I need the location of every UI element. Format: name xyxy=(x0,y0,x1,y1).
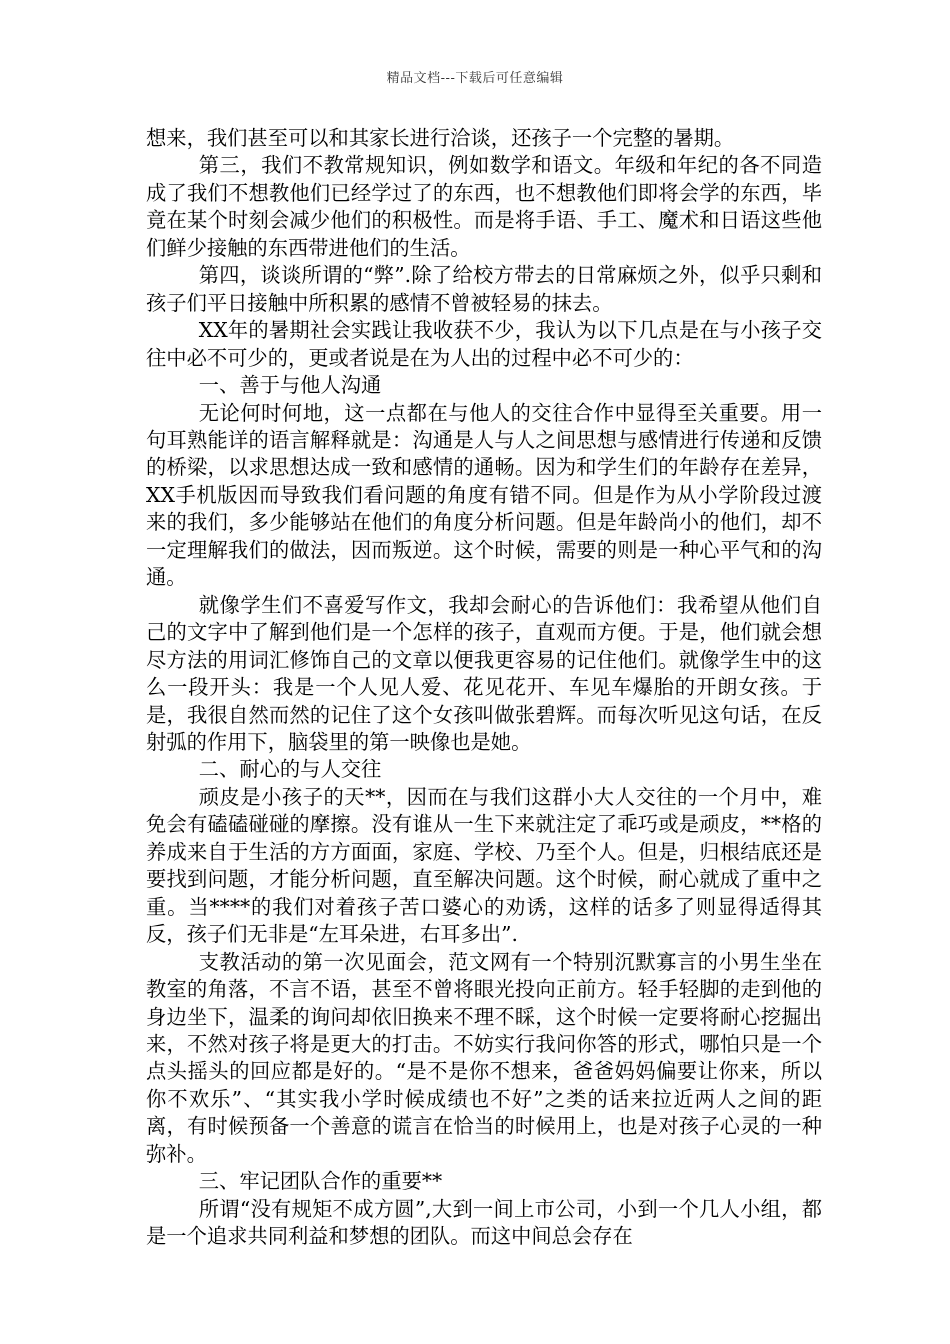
document-body xyxy=(146,125,822,1251)
section-heading: 二、耐心的与人交往 xyxy=(198,757,382,782)
paragraph: 第四，谈谈所谓的“弊”.除了给校方带去的日常麻烦之外，似乎只剩和孩子们平日接触中所积累的感情不曾被轻易的抹去。 xyxy=(146,263,822,315)
page-header: 精品文档---下载后可任意编辑 xyxy=(386,71,564,86)
paragraph: 第三，我们不教常规知识，例如数学和语文。年级和年纪的各不同造成了我们不想教他们已经学过了的东西，也不想教他们即将会学的东西，毕竟在某个时刻会减少他们的积极性。而是将手语、手工、魔术和日语这些他们鲜少接触的东西带进他们的生活。 xyxy=(146,153,822,260)
paragraph: 无论何时何地，这一点都在与他人的交往合作中显得至关重要。用一句耳熟能详的语言解释就是：沟通是人与人之间思想与感情进行传递和反馈的桥梁，以求思想达成一致和感情的通畅。因为和学生们的年龄存在差异，XX手机版因而导致我们看问题的角度有错不同。但是作为从小学阶段过渡来的我们，多少能够站在他们的角度分析问题。但是年龄尚小的他们，却不一定理解我们的做法，因而叛逆。这个时候，需要的则是一种心平气和的沟通。 xyxy=(146,400,822,590)
paragraph: 所谓“没有规矩不成方圆”,大到一间上市公司，小到一个几人小组，都是一个追求共同利益和梦想的团队。而这中间总会存在 xyxy=(146,1196,822,1249)
paragraph: XX年的暑期社会实践让我收获不少，我认为以下几点是在与小孩子交往中必不可少的，更或者说是在为人出的过程中必不可少的： xyxy=(146,318,822,370)
paragraph: 支教活动的第一次见面会，范文网有一个特别沉默寡言的小男生坐在教室的角落，不言不语，甚至不曾将眼光投向正前方。轻手轻脚的走到他的身边坐下，温柔的询问却依旧换来不理不睬，这个时候一定要将耐心挖掘出来，不然对孩子将是更大的打击。不妨实行我问你答的形式，哪怕只是一个点头摇头的回应都是好的。“是不是你不想来，爸爸妈妈偏要让你来，所以你不欢乐”、“其实我小学时候成绩也不好”之类的话来拉近两人之间的距离，有时候预备一个善意的谎言在恰当的时候用上，也是对孩子心灵的一种弥补。 xyxy=(146,949,822,1166)
paragraph: 就像学生们不喜爱写作文，我却会耐心的告诉他们：我希望从他们自己的文字中了解到他们是一个怎样的孩子，直观而方便。于是，他们就会想尽方法的用词汇修饰自己的文章以便我更容易的记住他们。就像学生中的这么一段开头：我是一个人见人爱、花见花开、车见车爆胎的开朗女孩。于是，我很自然而然的记住了这个女孩叫做张碧辉。而每次听见这句话，在反射弧的作用下，脑袋里的第一映像也是她。 xyxy=(146,592,822,754)
paragraph: 想来，我们甚至可以和其家长进行洽谈，还孩子一个完整的暑期。 xyxy=(146,126,735,150)
section-heading: 一、善于与他人沟通 xyxy=(198,373,382,398)
section-heading: 三、牢记团队合作的重要** xyxy=(198,1169,443,1194)
paragraph: 顽皮是小孩子的天**，因而在与我们这群小大人交往的一个月中，难免会有磕磕碰碰的摩擦。没有谁从一生下来就注定了乖巧或是顽皮，**格的养成来自于生活的方方面面，家庭、学校、乃至个人。但是，归根结底还是要找到问题，才能分析问题，直至解决问题。这个时候，耐心就成了重中之重。当****的我们对着孩子苦口婆心的劝诱，这样的话多了则显得适得其反，孩子们无非是“左耳朵进，右耳多出”. xyxy=(146,784,822,947)
